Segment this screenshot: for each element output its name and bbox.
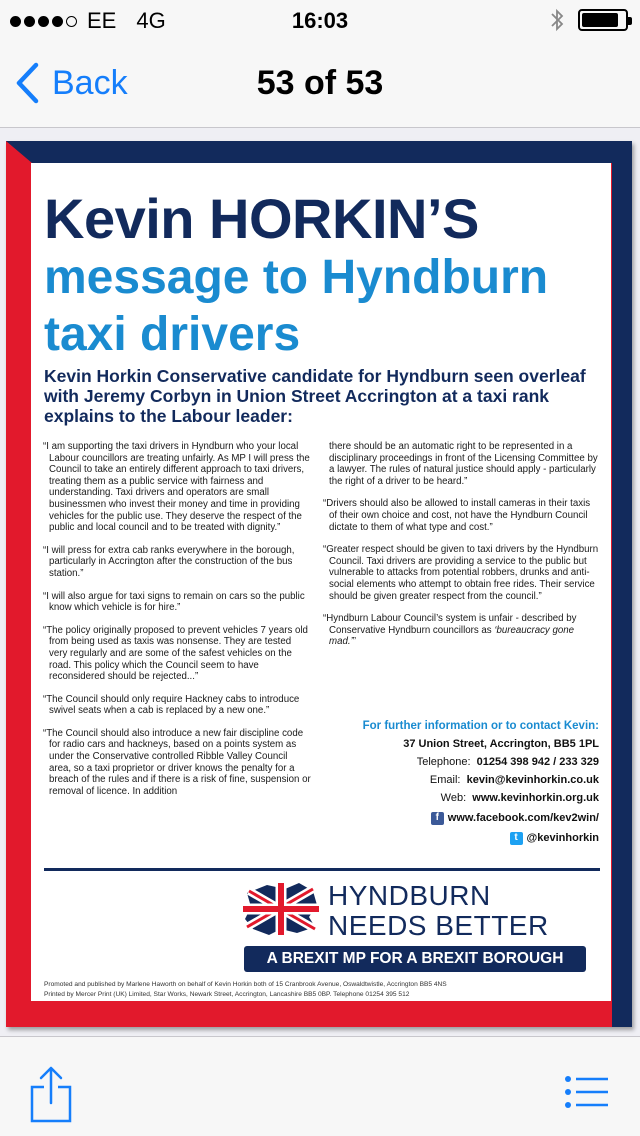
body-paragraph: “The policy originally proposed to prevent vehicles 7 years old from being used as taxis was nonsense. They are tested very regularly and are some of the safest vehicles on the road. This policy which the Council seem to have reconsidered should be rejected...” xyxy=(43,624,308,683)
body-paragraph: “The Council should also introduce a new fair discipline code for radio cars and hackneys, based on a points system as under the Conservative controlled Ribble Valley Council area, so a taxi proprietor or driver knows the penalty for a breach of the rules and if there is a risk of fine, suspension or removal of licence. In addition xyxy=(43,727,311,797)
contact-heading: For further information or to contact Kevin: xyxy=(362,720,599,732)
battery-fill xyxy=(582,13,618,27)
facebook-icon: f xyxy=(431,812,444,825)
slogan-banner: A BREXIT MP FOR A BREXIT BOROUGH xyxy=(244,946,586,972)
contact-web: www.kevinhorkin.org.uk xyxy=(472,792,599,804)
leaflet-page xyxy=(6,141,632,1027)
email-label: Email: xyxy=(429,774,461,786)
body-paragraph: “The Council should only require Hackney cabs to introduce swivel seats when a cab is replaced by a new one.” xyxy=(43,693,300,717)
share-icon[interactable] xyxy=(28,1065,74,1123)
network-type: 4G xyxy=(136,8,166,33)
telephone-label: Telephone: xyxy=(416,756,471,768)
body-paragraph: “Greater respect should be given to taxi drivers by the Hyndburn Council. Taxi drivers are providing a service to the public but vulnerable to attacks from potential robbers, drunks and anti-social elements who attempt to obtain free rides. Their service should be given greater respect from the council.” xyxy=(323,544,599,602)
logo-line-1: HYNDBURN xyxy=(328,880,491,911)
union-flag-map-logo-icon xyxy=(241,879,319,937)
carrier-name: EE xyxy=(87,8,117,33)
imprint-line-1: Promoted and published by Marlene Haworth on behalf of Kevin Horkin both of 15 Cranbrook Avenue, Oswaldtwistle, Accrington BB5 4NS xyxy=(44,981,447,988)
divider xyxy=(44,868,600,871)
body-paragraph: “I am supporting the taxi drivers in Hyndburn who your local Labour councillors are treating unfairly. As MP I will press the Council to take an entirely different approach to taxi drivers, treating them as a public service with fairness and understanding. Taxi drivers and operators are small businessmen who invest their money and time in providing vehicles for the public use. They deserve the respect of the public and local council and to be treated with dignity.” xyxy=(43,441,310,534)
contact-block xyxy=(323,717,599,847)
quote-italic: ‘bureaucracy gone mad.’ xyxy=(329,624,575,648)
left-text-column xyxy=(43,441,311,808)
page-counter-title: 53 of 53 xyxy=(256,64,384,102)
right-text-column xyxy=(323,441,599,659)
intro-paragraph: Kevin Horkin Conservative candidate for Hyndburn seen overleaf with Jeremy Corbyn in Union Street Accrington at a taxi rank explains to the Labour leader: xyxy=(44,366,586,426)
contact-email: kevin@kevinhorkin.co.uk xyxy=(466,774,599,786)
bluetooth-icon xyxy=(550,8,564,32)
list-icon[interactable] xyxy=(564,1075,610,1109)
twitter-row xyxy=(323,829,599,847)
navigation-bar xyxy=(0,40,640,128)
facebook-link: www.facebook.com/kev2win/ xyxy=(447,812,599,824)
imprint-line-2: Printed by Mercer Print (UK) Limited, Star Works, Newark Street, Accrington, Lancashire BB5 0BP. Telephone 01254 395 512 xyxy=(44,990,410,998)
body-paragraph: “Drivers should also be allowed to install cameras in their taxis of their own choice and cost, not have the Hyndburn Council dictate to them of what type and cost.” xyxy=(323,498,591,533)
logo-line-2: NEEDS BETTER xyxy=(328,910,549,941)
status-time: 16:03 xyxy=(291,8,349,33)
back-button-label: Back xyxy=(52,63,128,102)
body-paragraph: “I will also argue for taxi signs to remain on cars so the public know which vehicle is for hire.” xyxy=(43,590,305,614)
contact-address: 37 Union Street, Accrington, BB5 1PL xyxy=(403,738,599,750)
headline: Kevin HORKIN’S xyxy=(44,187,479,250)
twitter-handle: @kevinhorkin xyxy=(526,832,599,844)
leaflet-content xyxy=(31,163,611,1001)
bottom-toolbar xyxy=(0,1036,640,1136)
headline-subtitle-2: taxi drivers xyxy=(44,308,301,361)
contact-telephone: 01254 398 942 / 233 329 xyxy=(476,756,599,768)
body-paragraph-quote xyxy=(323,613,599,648)
battery-icon xyxy=(578,9,628,31)
facebook-row xyxy=(323,809,599,827)
document-viewer[interactable] xyxy=(0,129,640,1035)
quote-end: ” xyxy=(352,636,356,648)
headline-subtitle: message to Hyndburn xyxy=(44,251,549,304)
web-label: Web: xyxy=(440,792,467,804)
battery-tip xyxy=(628,17,632,25)
body-paragraph: there should be an automatic right to be represented in a disciplinary proceedings in front of the Licensing Committee by a lawyer. The rules of natural justice should apply - particularly the right of a driver to be heard.” xyxy=(329,441,598,487)
twitter-icon: t xyxy=(510,832,523,845)
logo-text xyxy=(328,881,549,941)
quote-text: “Hyndburn Labour Council’s system is unfair - described by Conservative Hyndburn councillors as xyxy=(323,613,577,636)
imprint xyxy=(44,980,604,999)
status-bar xyxy=(0,0,640,40)
body-paragraph: “I will press for extra cab ranks everywhere in the borough, particularly in Accrington after the construction of the bus station.” xyxy=(43,544,295,579)
status-right xyxy=(550,8,628,32)
